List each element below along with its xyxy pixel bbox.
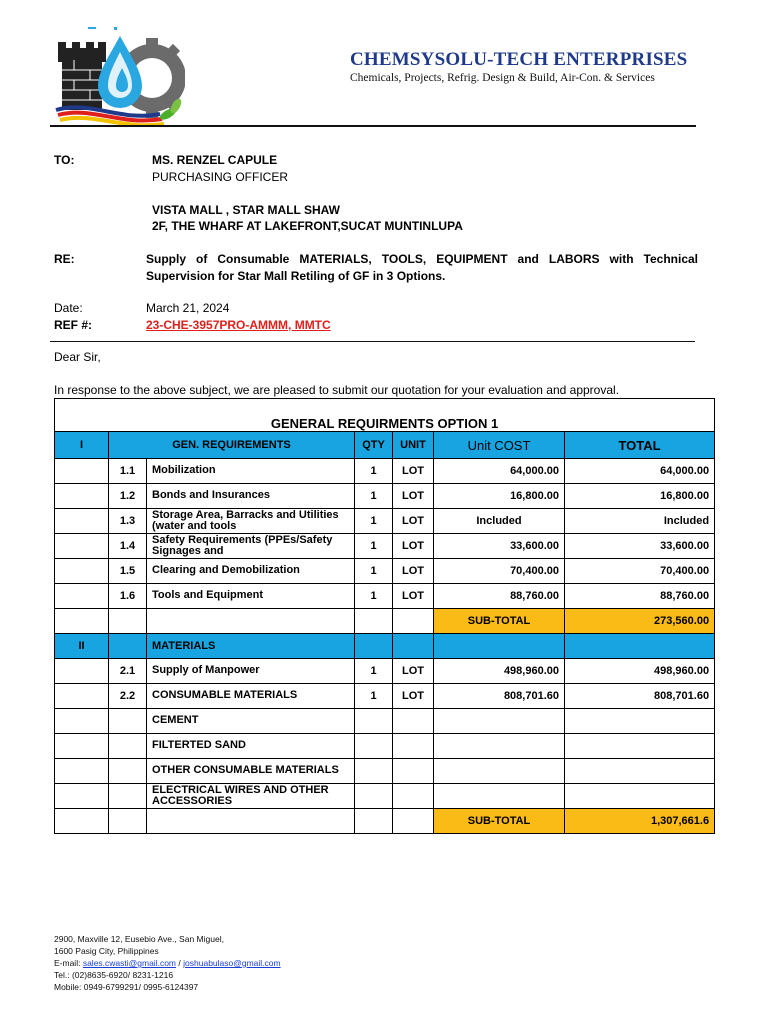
- item-qty: 1: [355, 534, 393, 559]
- item-unit: [393, 709, 434, 734]
- meta-divider: [50, 341, 695, 342]
- item-total: Included: [565, 509, 715, 534]
- recipient-address-line2: 2F, THE WHARF AT LAKEFRONT,SUCAT MUNTINLUPA: [152, 219, 463, 233]
- item-unit: LOT: [393, 559, 434, 584]
- item-number: 1.4: [109, 534, 147, 559]
- item-description: Safety Requirements (PPEs/Safety Signages and: [147, 534, 355, 559]
- item-unit-cost: 808,701.60: [434, 684, 565, 709]
- header-divider: [50, 125, 696, 127]
- item-unit: LOT: [393, 484, 434, 509]
- item-unit-cost: 498,960.00: [434, 659, 565, 684]
- item-unit-cost: [434, 709, 565, 734]
- item-unit-cost: 88,760.00: [434, 584, 565, 609]
- item-unit: LOT: [393, 459, 434, 484]
- section-number-header: I: [55, 432, 109, 459]
- subject-text: Supply of Consumable MATERIALS, TOOLS, EQUIPMENT and LABORS with Technical Supervision for Star Mall Retiling of GF in 3 Options.: [146, 252, 698, 283]
- table-row: [55, 709, 715, 734]
- footer-email-label: E-mail:: [54, 958, 81, 968]
- section-cell: [55, 509, 109, 534]
- item-header: GEN. REQUIREMENTS: [109, 432, 355, 459]
- qty-header: QTY: [355, 432, 393, 459]
- unit-cost-header: Unit COST: [434, 432, 565, 459]
- logo-accent-dot: [114, 27, 117, 30]
- item-qty: [355, 784, 393, 809]
- item-unit: LOT: [393, 659, 434, 684]
- section-cell: [55, 759, 109, 784]
- tower-icon: [58, 42, 106, 110]
- item-unit: [393, 759, 434, 784]
- item-qty: 1: [355, 484, 393, 509]
- item-unit-cost: 64,000.00: [434, 459, 565, 484]
- item-qty: 1: [355, 659, 393, 684]
- table-row: [55, 784, 715, 809]
- item-number: 1.2: [109, 484, 147, 509]
- item-total: [565, 759, 715, 784]
- item-description: Bonds and Insurances: [147, 484, 355, 509]
- table-row: [55, 734, 715, 759]
- item-number: 1.5: [109, 559, 147, 584]
- item-total: [565, 709, 715, 734]
- item-number: 1.6: [109, 584, 147, 609]
- item-unit: LOT: [393, 534, 434, 559]
- section-cell: [55, 684, 109, 709]
- table-title-row: [55, 399, 715, 432]
- item-total: 88,760.00: [565, 584, 715, 609]
- item-description: Mobilization: [147, 459, 355, 484]
- item-description: ELECTRICAL WIRES AND OTHER ACCESSORIES: [147, 784, 355, 809]
- section2-number: II: [55, 634, 109, 659]
- section-cell: [55, 484, 109, 509]
- to-label: TO:: [54, 153, 75, 167]
- item-total: 808,701.60: [565, 684, 715, 709]
- item-total: [565, 784, 715, 809]
- date-label: Date:: [54, 301, 83, 315]
- item-qty: 1: [355, 584, 393, 609]
- item-description: Clearing and Demobilization: [147, 559, 355, 584]
- table-row: [55, 509, 715, 534]
- logo-accent-mark: [88, 27, 96, 29]
- section-cell: [55, 534, 109, 559]
- item-description: OTHER CONSUMABLE MATERIALS: [147, 759, 355, 784]
- footer-email-link-2[interactable]: joshuabulaso@gmail.com: [183, 958, 281, 968]
- section-cell: [55, 559, 109, 584]
- item-qty: [355, 734, 393, 759]
- item-number: [109, 709, 147, 734]
- quotation-table: [54, 398, 715, 834]
- recipient-address-line1: VISTA MALL , STAR MALL SHAW: [152, 203, 340, 217]
- subtotal1-value: 273,560.00: [565, 609, 715, 634]
- item-unit: LOT: [393, 509, 434, 534]
- item-unit-cost: [434, 784, 565, 809]
- table-row: [55, 534, 715, 559]
- item-unit-cost: Included: [434, 509, 565, 534]
- unit-header: UNIT: [393, 432, 434, 459]
- table-row: [55, 759, 715, 784]
- company-logo: [50, 22, 185, 127]
- table-row: [55, 584, 715, 609]
- recipient-name: MS. RENZEL CAPULE: [152, 153, 278, 167]
- salutation: Dear Sir,: [54, 350, 101, 364]
- section-cell: [55, 659, 109, 684]
- section-cell: [55, 584, 109, 609]
- table-header-row: [55, 432, 715, 459]
- section-cell: [55, 784, 109, 809]
- re-label: RE:: [54, 252, 75, 266]
- subtotal2-row: [55, 809, 715, 834]
- item-qty: [355, 759, 393, 784]
- footer-address-line2: 1600 Pasig City, Philippines: [54, 946, 159, 956]
- item-total: 16,800.00: [565, 484, 715, 509]
- subtotal1-row: [55, 609, 715, 634]
- item-description: CEMENT: [147, 709, 355, 734]
- item-number: [109, 759, 147, 784]
- table-title: GENERAL REQUIRMENTS OPTION 1: [55, 399, 715, 432]
- footer-telephone: Tel.: (02)8635-6920/ 8231-1216: [54, 970, 174, 980]
- item-description: FILTERTED SAND: [147, 734, 355, 759]
- table-row: [55, 459, 715, 484]
- item-description: Storage Area, Barracks and Utilities (water and tools: [147, 509, 355, 534]
- section2-row: [55, 634, 715, 659]
- group1-body: [55, 459, 715, 609]
- item-number: 2.1: [109, 659, 147, 684]
- table-row: [55, 659, 715, 684]
- section-cell: [55, 734, 109, 759]
- footer-email-link-1[interactable]: sales.cwasti@gmail.com: [82, 958, 177, 968]
- footer-mobile: Mobile: 0949-6799291/ 0995-6124397: [54, 982, 199, 992]
- item-unit-cost: 33,600.00: [434, 534, 565, 559]
- recipient-position: PURCHASING OFFICER: [152, 170, 289, 184]
- item-description: CONSUMABLE MATERIALS: [147, 684, 355, 709]
- intro-paragraph: In response to the above subject, we are pleased to submit our quotation for your evaluation and approval.: [54, 383, 620, 397]
- table-row: [55, 559, 715, 584]
- item-number: 2.2: [109, 684, 147, 709]
- footer-email-separator: /: [178, 958, 181, 968]
- group2-body: [55, 659, 715, 809]
- item-qty: 1: [355, 684, 393, 709]
- item-unit-cost: 16,800.00: [434, 484, 565, 509]
- subtotal2-value: 1,307,661.6: [565, 809, 715, 834]
- section-cell: [55, 709, 109, 734]
- ref-number: 23-CHE-3957PRO-AMMM, MMTC: [146, 318, 331, 332]
- item-total: 64,000.00: [565, 459, 715, 484]
- total-header: TOTAL: [565, 432, 715, 459]
- item-number: [109, 734, 147, 759]
- item-total: 70,400.00: [565, 559, 715, 584]
- item-unit-cost: [434, 759, 565, 784]
- item-qty: 1: [355, 459, 393, 484]
- item-qty: 1: [355, 509, 393, 534]
- item-unit-cost: [434, 734, 565, 759]
- item-number: 1.1: [109, 459, 147, 484]
- item-unit: LOT: [393, 584, 434, 609]
- item-total: [565, 734, 715, 759]
- item-unit: [393, 734, 434, 759]
- item-total: 498,960.00: [565, 659, 715, 684]
- item-total: 33,600.00: [565, 534, 715, 559]
- footer-contact: [54, 933, 281, 993]
- table-row: [55, 484, 715, 509]
- item-unit: [393, 784, 434, 809]
- item-description: Tools and Equipment: [147, 584, 355, 609]
- date-value: March 21, 2024: [146, 301, 230, 315]
- item-unit-cost: 70,400.00: [434, 559, 565, 584]
- footer-email-line: [54, 957, 281, 969]
- item-unit: LOT: [393, 684, 434, 709]
- section-cell: [55, 459, 109, 484]
- item-number: [109, 784, 147, 809]
- subtotal1-label: SUB-TOTAL: [434, 609, 565, 634]
- item-qty: [355, 709, 393, 734]
- table-row: [55, 684, 715, 709]
- item-description: Supply of Manpower: [147, 659, 355, 684]
- section2-label: MATERIALS: [147, 634, 355, 659]
- ref-label: REF #:: [54, 318, 93, 332]
- company-tagline: Chemicals, Projects, Refrig. Design & Build, Air-Con. & Services: [350, 72, 655, 84]
- subtotal2-label: SUB-TOTAL: [434, 809, 565, 834]
- item-qty: 1: [355, 559, 393, 584]
- item-number: 1.3: [109, 509, 147, 534]
- company-name: CHEMSYSOLU-TECH ENTERPRISES: [350, 49, 688, 70]
- footer-address-line1: 2900, Maxville 12, Eusebio Ave., San Miguel,: [54, 934, 224, 944]
